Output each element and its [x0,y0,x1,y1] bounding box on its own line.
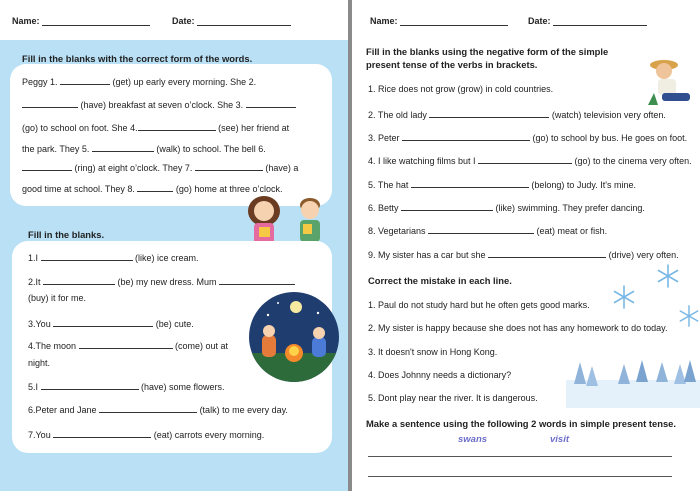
blank[interactable] [79,339,173,349]
left-name-field[interactable] [12,16,150,26]
blank[interactable] [488,248,606,258]
exercise-item: 3.You (be) cute. [28,319,194,329]
left-section1-title: Fill in the blanks with the correct form of the words. [22,53,253,64]
answer-line[interactable] [368,476,672,477]
exercise-item: 1. Paul do not study hard but he often gets good marks. [368,300,590,310]
blank[interactable] [60,75,110,85]
exercise-item: 5. The hat (belong) to Judy. It's mine. [368,180,636,190]
passage-line: the park. They 5. (walk) to school. The bell 6. [22,144,266,154]
snowflake-icon [656,264,680,288]
blank[interactable] [22,161,72,171]
right-name-field[interactable] [370,16,508,26]
name-label: Name: [370,16,398,26]
blank[interactable] [22,98,78,108]
blank[interactable] [53,317,153,327]
blank[interactable] [41,251,133,261]
blank[interactable] [137,182,173,192]
blank[interactable] [246,98,296,108]
right-section2-title: Correct the mistake in each line. [368,275,512,286]
blank[interactable] [402,131,530,141]
blank[interactable] [401,201,493,211]
exercise-item: 3. Peter (go) to school by bus. He goes on foot. [368,133,688,143]
passage-line: Peggy 1. (get) up early every morning. She 2. [22,77,257,87]
blank[interactable] [478,154,572,164]
blank[interactable] [219,275,295,285]
exercise-item: 3. It doesn't snow in Hong Kong. [368,347,498,357]
blank[interactable] [53,428,151,438]
date-label: Date: [172,16,195,26]
night-camping-illustration [248,291,340,383]
left-header [0,0,350,40]
blank[interactable] [428,224,534,234]
exercise-item: 4. Does Johnny needs a dictionary? [368,370,512,380]
right-section1-title-line2: present tense of the verbs in brackets. [366,59,538,70]
exercise-item: 5.I (have) some flowers. [28,382,225,392]
exercise-item: night. [28,358,51,368]
exercise-item: (buy) it for me. [28,293,87,303]
passage-line: (go) to school on foot. She 4. (see) her friend at [22,123,290,133]
right-worksheet [352,0,700,491]
snowflake-icon [678,305,700,327]
exercise-item: 2. My sister is happy because she does not has any homework to do today. [368,323,668,333]
snowflake-icon [612,285,636,309]
date-label: Date: [528,16,551,26]
exercise-item: 7.You (eat) carrots every morning. [28,430,265,440]
exercise-item: 9. My sister has a car but she (drive) very often. [368,250,679,260]
child-reading-illustration [644,55,696,107]
exercise-item: 4. I like watching films but I (go) to the cinema very often. [368,156,692,166]
given-word: swans [458,434,488,445]
passage-line: (have) breakfast at seven o’clock. She 3. [22,98,296,110]
right-section1-title: Fill in the blanks using the negative form of the simple [366,46,609,57]
exercise-item: 8. Vegetarians (eat) meat or fish. [368,226,608,236]
exercise-item: 5. Dont play near the river. It is dangerous. [368,393,538,403]
blank[interactable] [429,108,549,118]
passage-line: (ring) at eight o’clock. They 7. (have) a [22,161,298,173]
blank[interactable] [41,380,139,390]
answer-line[interactable] [368,456,672,457]
passage-line: good time at school. They 8. (go) home at three o’clock. [22,184,283,194]
left-date-field[interactable] [172,16,291,26]
blank[interactable] [411,178,529,188]
right-section3-title: Make a sentence using the following 2 words in simple present tense. [366,418,676,429]
blank[interactable] [92,142,154,152]
left-section2-title: Fill in the blanks. [28,229,105,240]
exercise-item: 2.It (be) my new dress. Mum [28,275,295,287]
exercise-item: 2. The old lady (watch) television very often. [368,110,666,120]
exercise-item: 1. Rice does not grow (grow) in cold countries. [368,84,554,94]
exercise-item: 6. Betty (like) swimming. They prefer dancing. [368,203,645,213]
blank[interactable] [195,161,263,171]
blank[interactable] [138,121,216,131]
exercise-item: 6.Peter and Jane (talk) to me every day. [28,405,288,415]
blank[interactable] [99,403,197,413]
name-label: Name: [12,16,40,26]
right-date-field[interactable] [528,16,647,26]
exercise-item: 4.The moon (come) out at [28,341,229,351]
given-word: visit [550,434,570,445]
blank[interactable] [43,275,115,285]
snowy-trees-illustration [566,350,700,408]
exercise-item: 1.I (like) ice cream. [28,253,199,263]
